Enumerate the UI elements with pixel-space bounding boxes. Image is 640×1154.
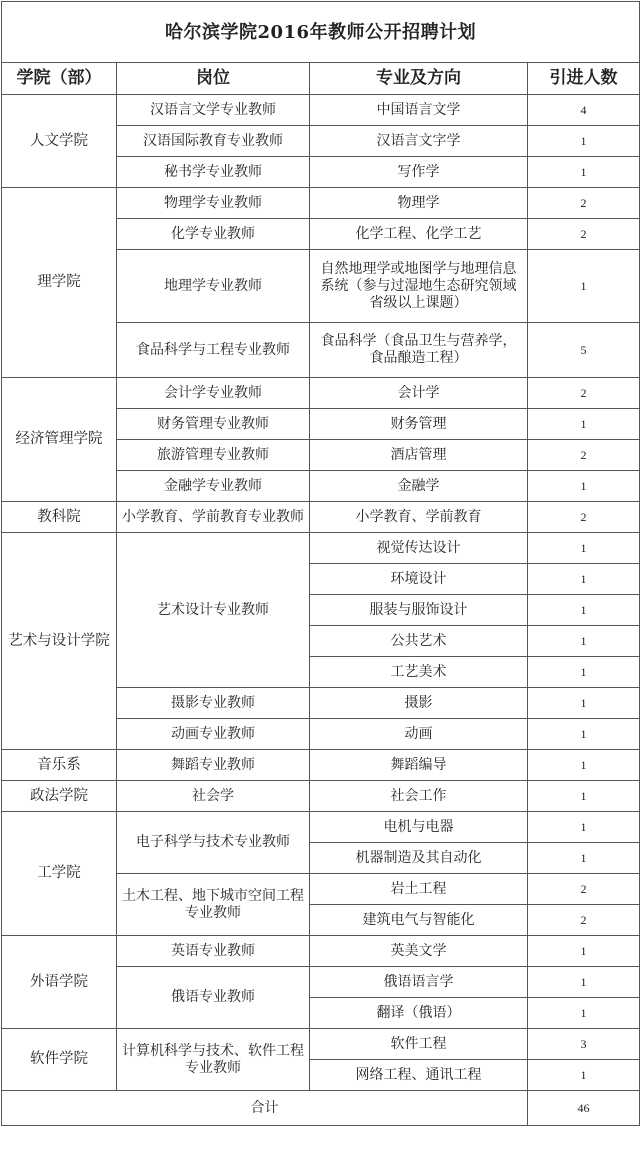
count-cell: 2 xyxy=(528,188,640,219)
count-cell: 1 xyxy=(528,1060,640,1091)
count-cell: 2 xyxy=(528,905,640,936)
major-cell: 翻译（俄语） xyxy=(310,998,528,1029)
post-cell: 食品科学与工程专业教师 xyxy=(117,323,310,378)
post-cell: 财务管理专业教师 xyxy=(117,409,310,440)
count-cell: 4 xyxy=(528,95,640,126)
total-label: 合计 xyxy=(2,1091,528,1126)
post-cell: 物理学专业教师 xyxy=(117,188,310,219)
major-cell: 电机与电器 xyxy=(310,812,528,843)
major-cell: 财务管理 xyxy=(310,409,528,440)
unit-name-cell: 人文学院 xyxy=(2,95,117,188)
count-cell: 1 xyxy=(528,843,640,874)
post-cell: 会计学专业教师 xyxy=(117,378,310,409)
major-cell: 工艺美术 xyxy=(310,657,528,688)
count-cell: 1 xyxy=(528,409,640,440)
major-cell: 汉语言文字学 xyxy=(310,126,528,157)
post-cell: 动画专业教师 xyxy=(117,719,310,750)
unit-name-cell: 软件学院 xyxy=(2,1029,117,1091)
count-cell: 1 xyxy=(528,967,640,998)
major-cell: 化学工程、化学工艺 xyxy=(310,219,528,250)
count-cell: 1 xyxy=(528,626,640,657)
major-cell: 物理学 xyxy=(310,188,528,219)
header-post: 岗位 xyxy=(117,63,310,95)
major-cell: 小学教育、学前教育 xyxy=(310,502,528,533)
post-cell: 汉语国际教育专业教师 xyxy=(117,126,310,157)
post-cell: 土木工程、地下城市空间工程专业教师 xyxy=(117,874,310,936)
table-row xyxy=(2,936,640,967)
post-cell: 地理学专业教师 xyxy=(117,250,310,323)
major-cell: 酒店管理 xyxy=(310,440,528,471)
table-row xyxy=(2,750,640,781)
post-cell: 社会学 xyxy=(117,781,310,812)
post-cell: 舞蹈专业教师 xyxy=(117,750,310,781)
count-cell: 1 xyxy=(528,719,640,750)
post-cell: 计算机科学与技术、软件工程专业教师 xyxy=(117,1029,310,1091)
post-cell: 旅游管理专业教师 xyxy=(117,440,310,471)
count-cell: 2 xyxy=(528,440,640,471)
table-row xyxy=(2,781,640,812)
major-cell: 英美文学 xyxy=(310,936,528,967)
count-cell: 1 xyxy=(528,126,640,157)
count-cell: 5 xyxy=(528,323,640,378)
count-cell: 1 xyxy=(528,750,640,781)
major-cell: 摄影 xyxy=(310,688,528,719)
count-cell: 1 xyxy=(528,688,640,719)
count-cell: 1 xyxy=(528,250,640,323)
table-row xyxy=(2,1029,640,1060)
header-count: 引进人数 xyxy=(528,63,640,95)
table-title: 哈尔滨学院2016年教师公开招聘计划 xyxy=(2,2,640,63)
major-cell: 公共艺术 xyxy=(310,626,528,657)
post-cell: 金融学专业教师 xyxy=(117,471,310,502)
unit-name-cell: 教科院 xyxy=(2,502,117,533)
unit-name-cell: 外语学院 xyxy=(2,936,117,1029)
count-cell: 2 xyxy=(528,378,640,409)
count-cell: 1 xyxy=(528,998,640,1029)
header-row xyxy=(2,63,640,95)
table-row xyxy=(2,502,640,533)
major-cell: 自然地理学或地图学与地理信息系统（参与过湿地生态研究领域省级以上课题） xyxy=(310,250,528,323)
major-cell: 软件工程 xyxy=(310,1029,528,1060)
total-value: 46 xyxy=(528,1091,640,1126)
post-cell: 秘书学专业教师 xyxy=(117,157,310,188)
major-cell: 岩土工程 xyxy=(310,874,528,905)
post-cell: 摄影专业教师 xyxy=(117,688,310,719)
count-cell: 1 xyxy=(528,564,640,595)
unit-name-cell: 政法学院 xyxy=(2,781,117,812)
major-cell: 食品科学（食品卫生与营养学，食品酿造工程） xyxy=(310,323,528,378)
major-cell: 舞蹈编导 xyxy=(310,750,528,781)
count-cell: 1 xyxy=(528,657,640,688)
major-cell: 环境设计 xyxy=(310,564,528,595)
unit-name-cell: 工学院 xyxy=(2,812,117,936)
count-cell: 1 xyxy=(528,157,640,188)
count-cell: 1 xyxy=(528,471,640,502)
unit-name-cell: 艺术与设计学院 xyxy=(2,533,117,750)
major-cell: 动画 xyxy=(310,719,528,750)
table-row xyxy=(2,812,640,843)
major-cell: 服装与服饰设计 xyxy=(310,595,528,626)
major-cell: 俄语语言学 xyxy=(310,967,528,998)
post-cell: 化学专业教师 xyxy=(117,219,310,250)
major-cell: 网络工程、通讯工程 xyxy=(310,1060,528,1091)
major-cell: 机器制造及其自动化 xyxy=(310,843,528,874)
major-cell: 写作学 xyxy=(310,157,528,188)
post-cell: 俄语专业教师 xyxy=(117,967,310,1029)
count-cell: 1 xyxy=(528,595,640,626)
count-cell: 2 xyxy=(528,874,640,905)
major-cell: 社会工作 xyxy=(310,781,528,812)
post-cell: 电子科学与技术专业教师 xyxy=(117,812,310,874)
major-cell: 金融学 xyxy=(310,471,528,502)
major-cell: 中国语言文学 xyxy=(310,95,528,126)
recruitment-plan-page xyxy=(0,1,640,1154)
table-row xyxy=(2,533,640,564)
count-cell: 1 xyxy=(528,812,640,843)
post-cell: 小学教育、学前教育专业教师 xyxy=(117,502,310,533)
count-cell: 1 xyxy=(528,533,640,564)
count-cell: 2 xyxy=(528,219,640,250)
count-cell: 2 xyxy=(528,502,640,533)
major-cell: 视觉传达设计 xyxy=(310,533,528,564)
count-cell: 3 xyxy=(528,1029,640,1060)
table-row xyxy=(2,95,640,126)
table-row xyxy=(2,378,640,409)
major-cell: 会计学 xyxy=(310,378,528,409)
table-row xyxy=(2,188,640,219)
header-major: 专业及方向 xyxy=(310,63,528,95)
post-cell: 艺术设计专业教师 xyxy=(117,533,310,688)
unit-name-cell: 音乐系 xyxy=(2,750,117,781)
unit-name-cell: 经济管理学院 xyxy=(2,378,117,502)
header-unit: 学院（部） xyxy=(2,63,117,95)
unit-name-cell: 理学院 xyxy=(2,188,117,378)
count-cell: 1 xyxy=(528,936,640,967)
post-cell: 英语专业教师 xyxy=(117,936,310,967)
total-row xyxy=(2,1091,640,1126)
major-cell: 建筑电气与智能化 xyxy=(310,905,528,936)
post-cell: 汉语言文学专业教师 xyxy=(117,95,310,126)
count-cell: 1 xyxy=(528,781,640,812)
recruitment-table xyxy=(1,1,640,1126)
